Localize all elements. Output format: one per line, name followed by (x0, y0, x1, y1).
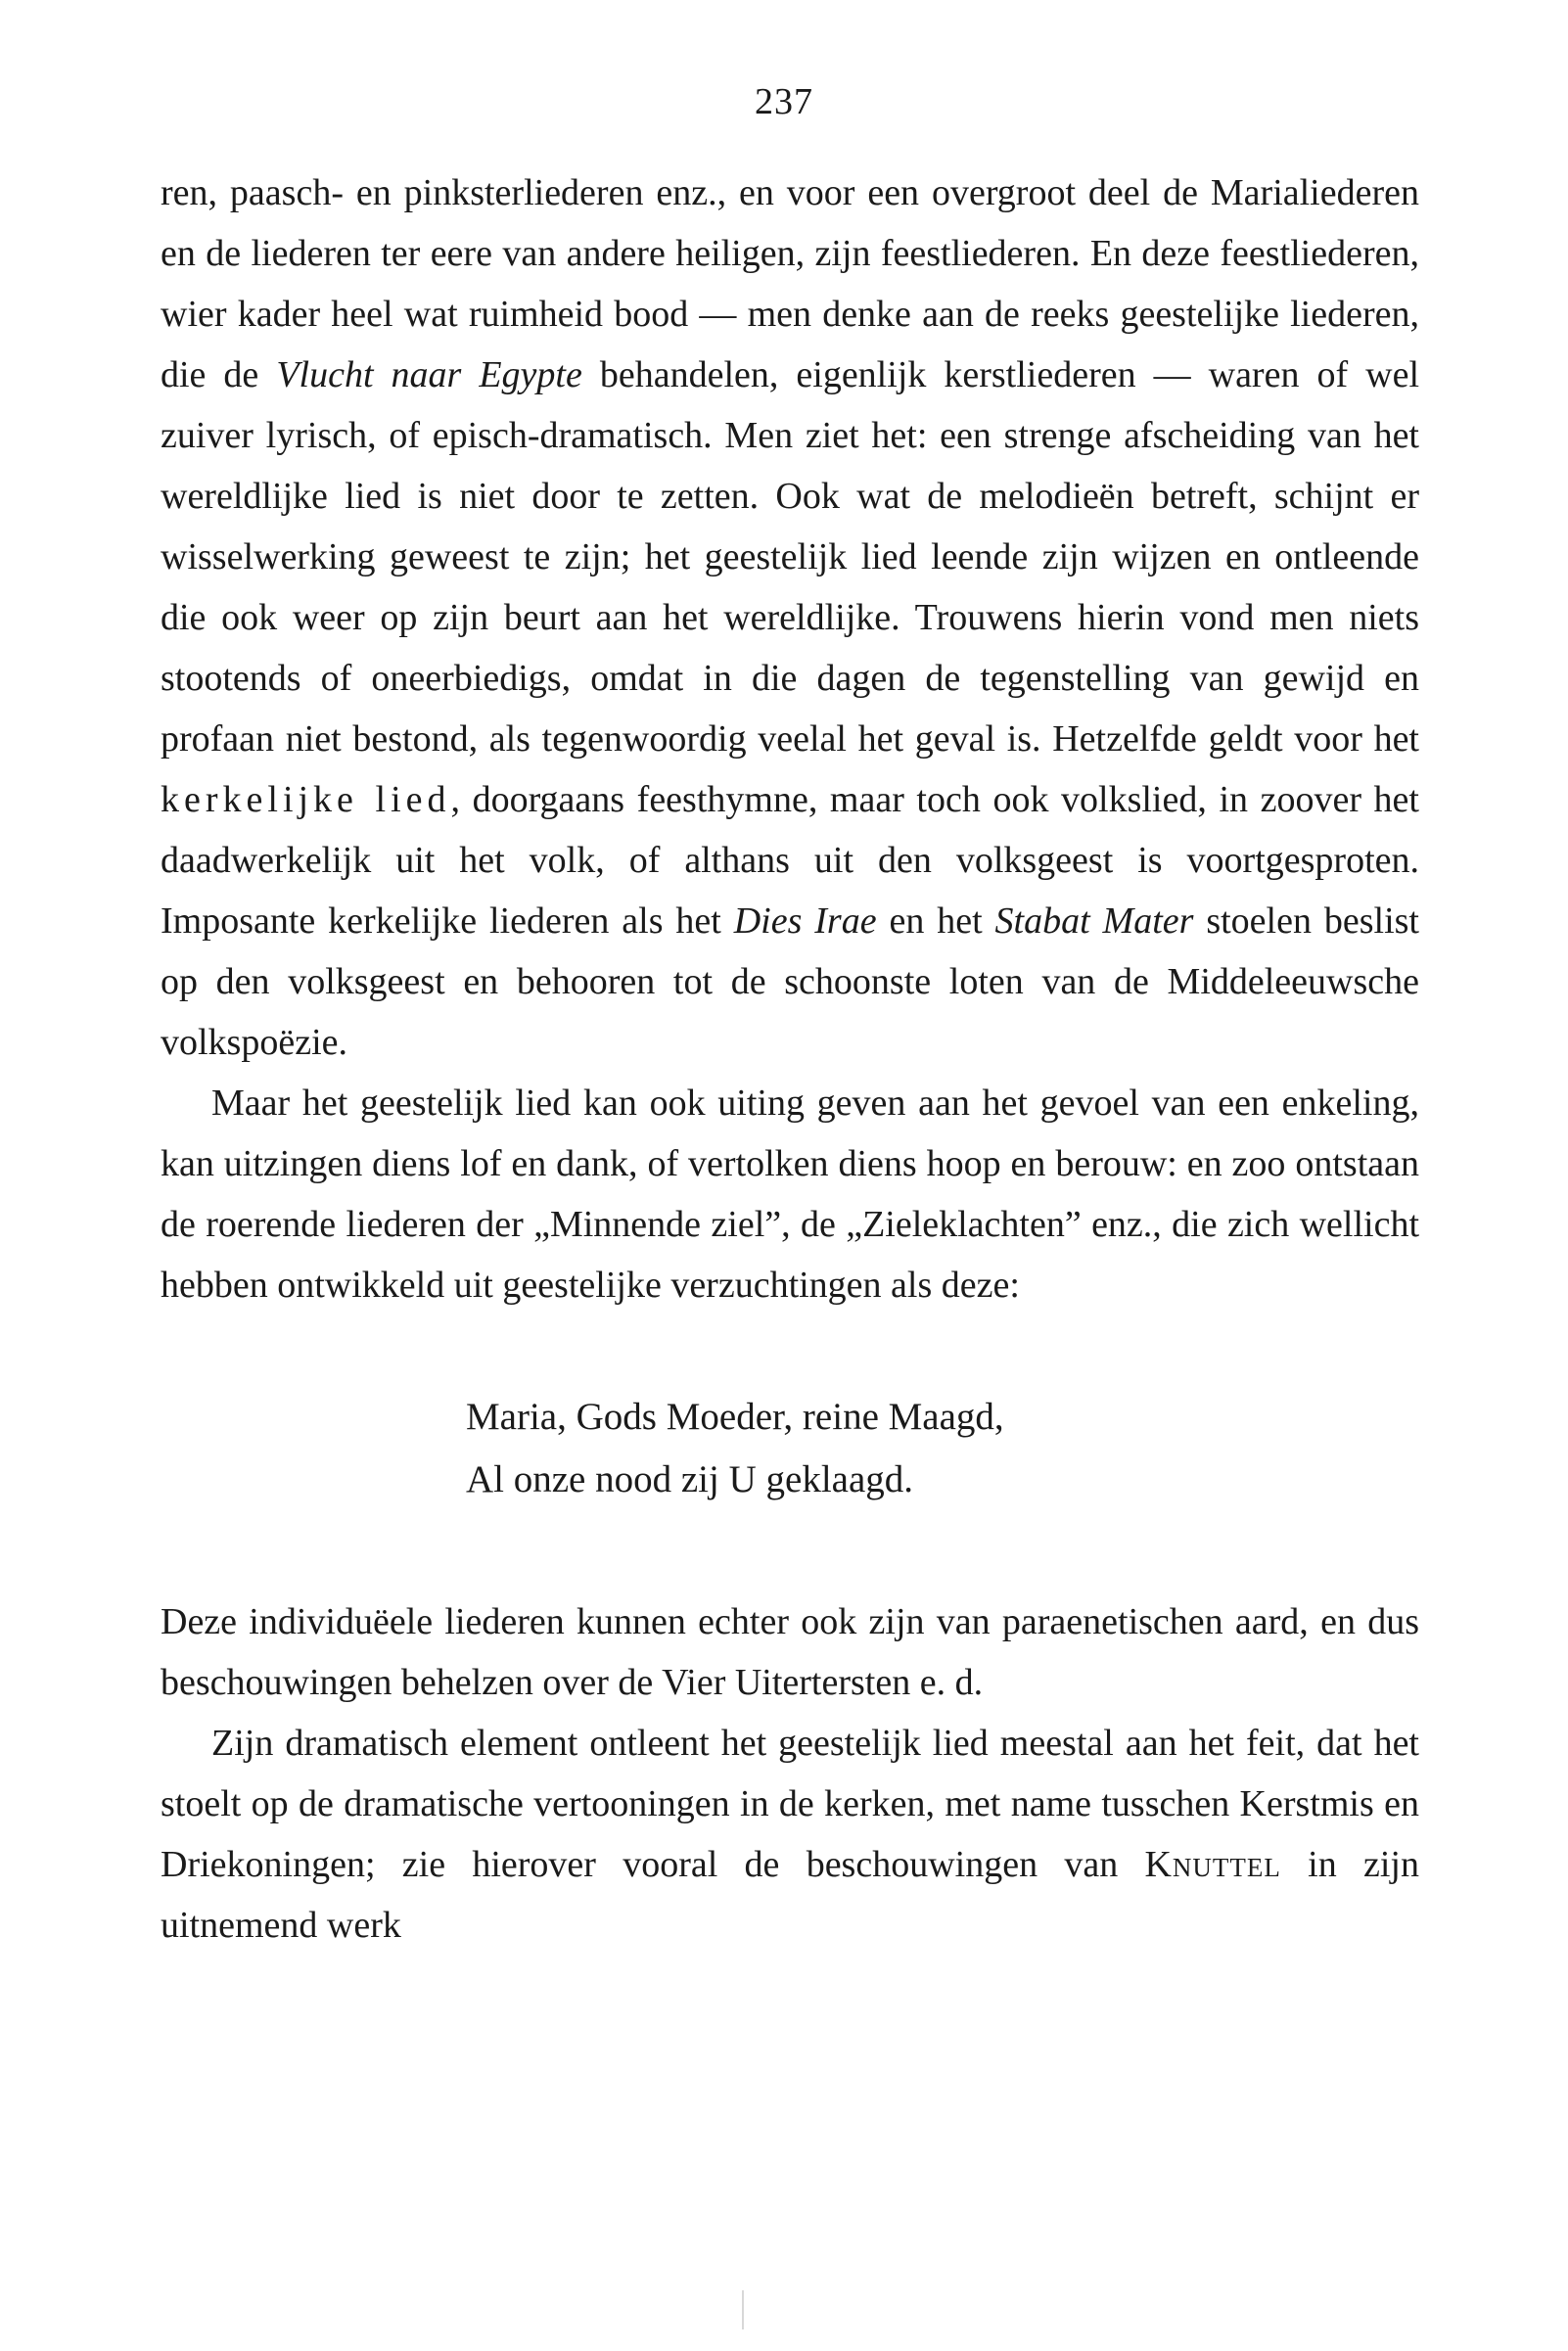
page-number: 237 (755, 81, 813, 122)
spaced-term-kerkelijke-lied: kerkelijke lied (161, 779, 451, 820)
verse-line-1: Maria, Gods Moeder, reine Maagd, (466, 1396, 1004, 1438)
title-dies-irae: Dies Irae (733, 900, 877, 942)
body-text (161, 162, 1419, 1956)
paragraph-1-text-5: stoelen beslist op den volksgeest en behooren tot de schoonste loten van de Middeleeuwsche volkspoëzie. (161, 900, 1419, 1063)
paragraph-1-text-3: , doorgaans feesthymne, maar toch ook volkslied, in zoover het daadwerkelijk uit het volk, of althans uit den volksgeest is voortgesproten. Imposante kerkelijke liederen als het (161, 779, 1419, 942)
paragraph-1-text-4: en het (876, 900, 995, 942)
title-stabat-mater: Stabat Mater (994, 900, 1194, 942)
verse-line-2: Al onze nood zij U geklaagd. (466, 1458, 914, 1500)
paragraph-1 (161, 162, 1419, 1073)
paragraph-2: Maar het geestelijk lied kan ook uiting geven aan het gevoel van een enkeling, kan uitzingen diens lof en dank, of vertolken diens hoop en berouw: en zoo ontstaan de roerende liederen der „Minnende ziel”, de „Zieleklachten” enz., die zich wellicht hebben ontwikkeld uit geestelijke verzuchtingen als deze: (161, 1083, 1419, 1306)
paragraph-1-text-2: behandelen, eigenlijk kerstliederen — waren of wel zuiver lyrisch, of episch-dramatisch. Men ziet het: een strenge afscheiding van het wereldlijke lied is niet door te zetten. Ook wat de melodieën betreft, schijnt er wisselwerking geweest te zijn; het geestelijk lied leende zijn wijzen en ontleende die ook weer op zijn beurt aan het wereldlijke. Trouwens hierin vond men niets stootends of oneerbiedigs, omdat in die dagen de tegenstelling van gewijd en profaan niet bestond, als tegenwoordig veelal het geval is. Hetzelfde geldt voor het (161, 354, 1420, 760)
paragraph-3: Deze individuëele liederen kunnen echter ook zijn van paraenetischen aard, en dus beschouwingen behelzen over de Vier Uitertersten e. d. (161, 1601, 1419, 1703)
paragraph-4 (161, 1713, 1419, 1956)
scan-fold-mark (742, 2290, 744, 2329)
paragraph-4-text-1: Zijn dramatisch element ontleent het geestelijk lied meestal aan het feit, dat het stoelt op de dramatische vertooningen in de kerken, met name tusschen Kerstmis en Driekoningen; zie hierover vooral de beschouwingen van (161, 1723, 1419, 1885)
paragraph-1-text-1: ren, paasch- en pinksterliederen enz., en voor een overgroot deel de Marialiederen en de liederen ter eere van andere heiligen, zijn feestliederen. En deze feestliederen, wier kader heel wat ruimheid bood — men denke aan de reeks geestelijke liederen, die de (161, 172, 1419, 395)
verse-quote (466, 1386, 1419, 1511)
title-vlucht-naar-egypte: Vlucht naar Egypte (276, 354, 582, 395)
paragraph-4-text-2: in zijn uitnemend werk (161, 1844, 1419, 1946)
author-name-knuttel: Knuttel (1144, 1844, 1281, 1885)
